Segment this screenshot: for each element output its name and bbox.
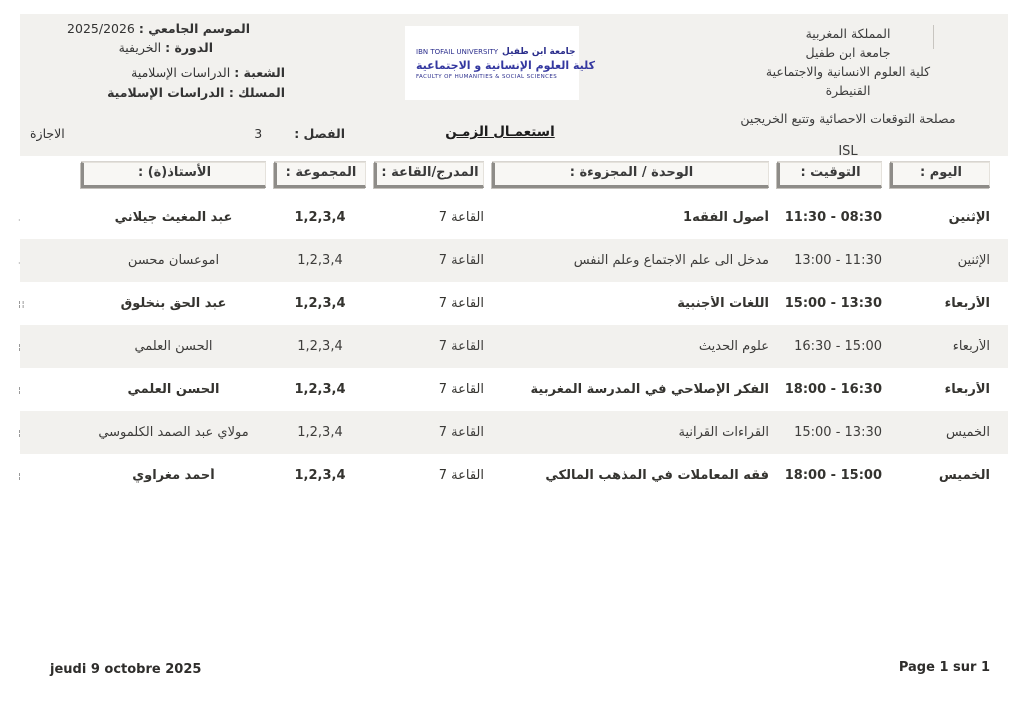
clipped-edge-text: . bbox=[18, 256, 22, 265]
track-value: الدراسات الإسلامية bbox=[107, 85, 225, 100]
time-cell: 13:30 - 15:00 bbox=[784, 296, 882, 311]
table-body bbox=[20, 196, 1008, 497]
unit-cell: علوم الحديث bbox=[698, 339, 769, 354]
kingdom-line: المملكة المغربية bbox=[805, 26, 891, 41]
day-cell: الخميس bbox=[938, 468, 990, 483]
program-code: ISL bbox=[838, 144, 858, 159]
clipped-edge-text: ¦ bbox=[18, 385, 22, 394]
logo-faculty-ar: كلية العلوم الإنسانية و الاجتماعية bbox=[416, 58, 596, 72]
header-band bbox=[20, 14, 1008, 159]
group-cell: 1,2,3,4 bbox=[297, 425, 343, 440]
table-row bbox=[20, 239, 1008, 282]
track-label: المسلك : bbox=[228, 85, 285, 100]
logo-text bbox=[416, 47, 595, 80]
room-cell: القاعة 7 bbox=[438, 468, 484, 483]
time-cell: 16:30 - 18:00 bbox=[784, 382, 882, 397]
professor-cell: عبد الحق بنخلوق bbox=[120, 296, 227, 311]
unit-cell: أصول الفقه1 bbox=[683, 210, 769, 225]
room-cell: القاعة 7 bbox=[438, 382, 484, 397]
branch-value: الدراسات الإسلامية bbox=[131, 65, 231, 80]
unit-cell: الفكر الإصلاحي في المدرسة المغربية bbox=[530, 382, 769, 397]
clipped-edge-text: . bbox=[18, 213, 22, 222]
room-cell: القاعة 7 bbox=[438, 210, 484, 225]
clipped-edge-text: ¦ bbox=[18, 471, 22, 480]
room-cell: القاعة 7 bbox=[438, 339, 484, 354]
university-line: جامعة ابن طفيل bbox=[805, 45, 891, 60]
institution-block bbox=[698, 24, 998, 161]
day-cell: الإثنين bbox=[957, 253, 990, 268]
print-date: jeudi 9 octobre 2025 bbox=[50, 662, 202, 677]
table-row bbox=[20, 282, 1008, 325]
session-label: الدورة : bbox=[165, 40, 213, 55]
group-cell: 1,2,3,4 bbox=[294, 382, 346, 397]
table-row bbox=[20, 368, 1008, 411]
table-header-row bbox=[20, 162, 1008, 188]
unit-cell: فقه المعاملات في المذهب المالكي bbox=[545, 468, 769, 483]
track-line bbox=[107, 85, 285, 100]
university-logo bbox=[405, 26, 596, 100]
unit-cell: القراءات القرآنية bbox=[678, 425, 769, 440]
logo-university-ar: جامعة ابن طفيل bbox=[502, 46, 576, 57]
session-line bbox=[119, 40, 213, 55]
header-group: المجموعة : bbox=[274, 162, 366, 188]
academic-year-line bbox=[67, 21, 250, 36]
professor-cell: عبد المغيث جيلاني bbox=[114, 210, 233, 225]
branch-line bbox=[131, 65, 285, 80]
room-cell: القاعة 7 bbox=[438, 253, 484, 268]
session-value: الخريفية bbox=[118, 40, 162, 55]
city-line: القنيطرة bbox=[825, 83, 871, 98]
table-row bbox=[20, 325, 1008, 368]
time-cell: 08:30 - 11:30 bbox=[784, 210, 882, 225]
header-unit: الوحدة / المجزوءة : bbox=[492, 162, 769, 188]
unit-cell: اللغات الأجنبية bbox=[677, 296, 769, 311]
logo-faculty-en: FACULTY OF HUMANITIES & SOCIAL SCIENCES bbox=[416, 73, 558, 80]
group-cell: 1,2,3,4 bbox=[294, 296, 346, 311]
semester-line bbox=[254, 126, 345, 141]
room-cell: القاعة 7 bbox=[438, 296, 484, 311]
degree-label: الاجازة bbox=[30, 126, 65, 141]
header-time: التوقيت : bbox=[777, 162, 882, 188]
clipped-edge-text: ¦¦ bbox=[18, 299, 26, 308]
faculty-line: كلية العلوم الانسانية والاجتماعية bbox=[765, 64, 931, 79]
logo-university-en: IBN TOFAIL UNIVERSITY bbox=[416, 47, 499, 56]
day-cell: الأربعاء bbox=[944, 296, 990, 311]
table-row bbox=[20, 454, 1008, 497]
academic-year-value: 2025/2026 bbox=[67, 21, 135, 36]
service-line: مصلحة التوقعات الاحصائية وتتبع الخريجين bbox=[740, 111, 956, 126]
page-title: استعمـال الزمـن bbox=[445, 124, 555, 140]
time-cell: 15:00 - 16:30 bbox=[794, 339, 882, 354]
table-row bbox=[20, 411, 1008, 454]
professor-cell: اموعسان محسن bbox=[127, 253, 220, 268]
group-cell: 1,2,3,4 bbox=[294, 468, 346, 483]
branch-label: الشعبة : bbox=[234, 65, 285, 80]
group-cell: 1,2,3,4 bbox=[294, 210, 346, 225]
page-number: Page 1 sur 1 bbox=[898, 660, 990, 675]
unit-cell: مدخل الى علم الاجتماع وعلم النفس bbox=[573, 253, 769, 268]
day-cell: الخميس bbox=[946, 425, 990, 440]
header-professor: الأستاذ(ة) : bbox=[81, 162, 266, 188]
academic-year-label: الموسم الجامعي : bbox=[138, 21, 250, 36]
header-day: اليوم : bbox=[890, 162, 990, 188]
day-cell: الأربعاء bbox=[944, 382, 990, 397]
day-cell: الإثنين bbox=[948, 210, 990, 225]
time-cell: 13:30 - 15:00 bbox=[794, 425, 882, 440]
professor-cell: الحسن العلمي bbox=[134, 339, 213, 354]
professor-cell: الحسن العلمي bbox=[127, 382, 220, 397]
group-cell: 1,2,3,4 bbox=[297, 253, 343, 268]
day-cell: الأربعاء bbox=[952, 339, 990, 354]
time-cell: 15:00 - 18:00 bbox=[784, 468, 882, 483]
clipped-edge-text: ¦ bbox=[18, 428, 22, 437]
table-row bbox=[20, 196, 1008, 239]
clipped-edge-text: ¦ bbox=[18, 342, 22, 351]
room-cell: القاعة 7 bbox=[438, 425, 484, 440]
professor-cell: أحمد مغراوي bbox=[132, 468, 215, 483]
divider-line bbox=[933, 25, 934, 49]
semester-value: 3 bbox=[254, 126, 263, 141]
header-room: المدرج/القاعة : bbox=[374, 162, 484, 188]
semester-label: الفصل : bbox=[294, 126, 345, 141]
logo-line-university bbox=[416, 47, 595, 57]
group-cell: 1,2,3,4 bbox=[297, 339, 343, 354]
professor-cell: مولاي عبد الصمد الكلموسي bbox=[98, 425, 249, 440]
time-cell: 11:30 - 13:00 bbox=[794, 253, 882, 268]
